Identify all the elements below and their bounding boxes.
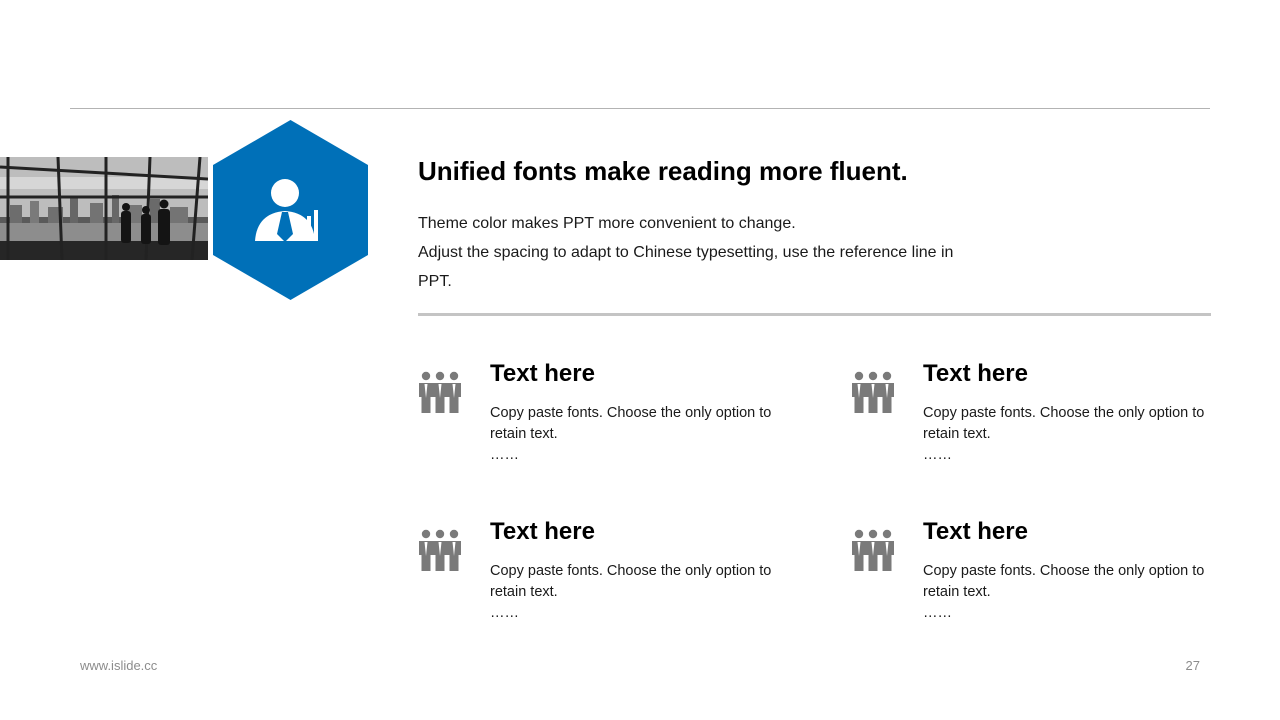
feature-text: Copy paste fonts. Choose the only option to retain text. [490,405,772,442]
businessman-chart-hexagon [213,120,368,300]
feature-body [923,561,1208,624]
feature-card-2 [851,360,1205,480]
intro-line-1: Theme color makes PPT more convenient to change. [418,215,796,232]
feature-body [490,403,775,466]
feature-card-1 [418,360,772,480]
feature-title: Text here [490,518,595,545]
feature-card-4 [851,518,1205,638]
top-divider [70,108,1210,109]
intro-text [418,209,958,296]
team-icon [851,528,895,572]
feature-title: Text here [490,360,595,387]
feature-text: Copy paste fonts. Choose the only option to retain text. [490,563,772,600]
feature-ellipsis: …… [490,605,519,621]
team-icon [418,528,462,572]
feature-card-3 [418,518,772,638]
feature-title: Text here [923,360,1028,387]
section-divider [418,313,1211,316]
page-number: 27 [1185,658,1200,673]
feature-title: Text here [923,518,1028,545]
feature-ellipsis: …… [490,447,519,463]
feature-text: Copy paste fonts. Choose the only option to retain text. [923,405,1205,442]
intro-title: Unified fonts make reading more fluent. [418,156,908,186]
office-skyline-photo [0,157,208,260]
feature-text: Copy paste fonts. Choose the only option to retain text. [923,563,1205,600]
feature-ellipsis: …… [923,605,952,621]
feature-ellipsis: …… [923,447,952,463]
team-icon [851,370,895,414]
feature-body [923,403,1208,466]
feature-body [490,561,775,624]
team-icon [418,370,462,414]
footer-url: www.islide.cc [80,658,158,673]
intro-line-2: Adjust the spacing to adapt to Chinese typesetting, use the reference line in PPT. [418,244,954,290]
